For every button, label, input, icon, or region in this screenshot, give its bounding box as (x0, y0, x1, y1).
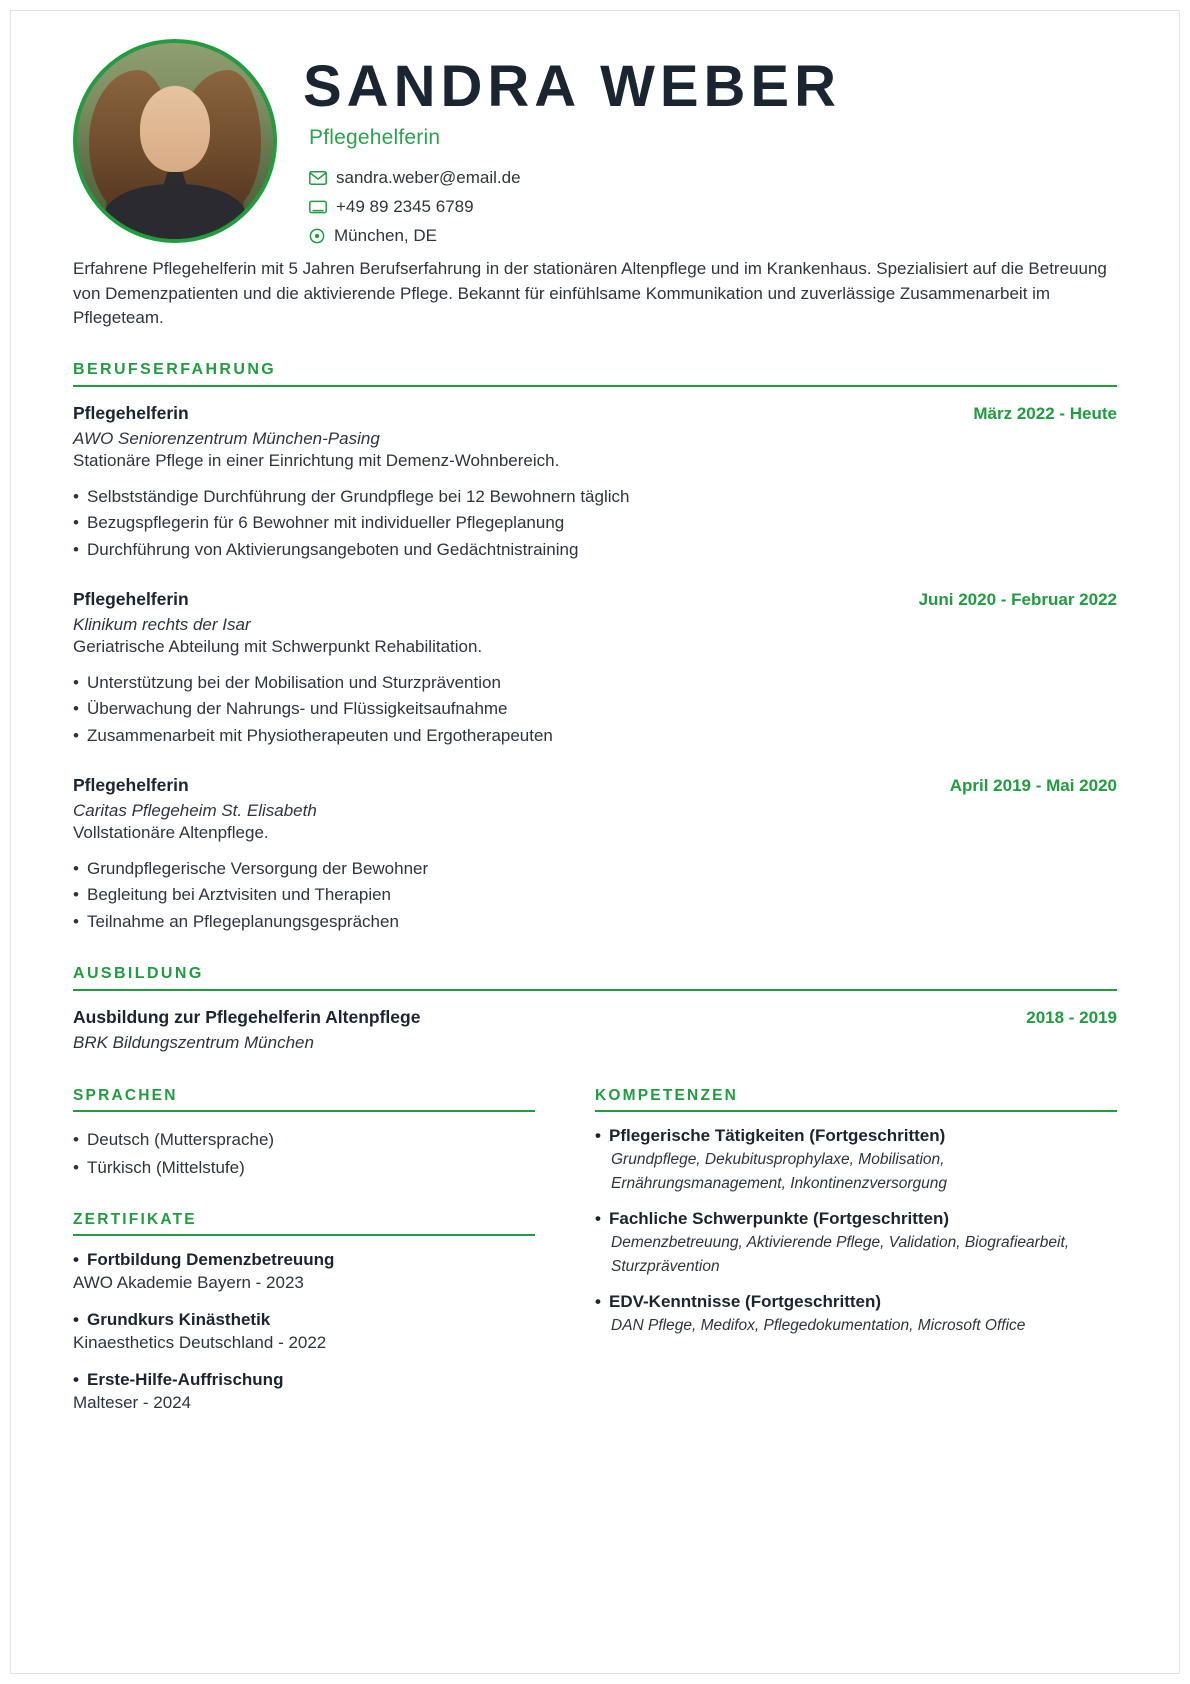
section-title-languages: SPRACHEN (73, 1087, 178, 1105)
experience-item-head (73, 775, 1117, 796)
certificate-item (73, 1250, 535, 1293)
education-item (73, 1007, 1117, 1053)
certificate-issuer: AWO Akademie Bayern - 2023 (73, 1273, 304, 1293)
certificate-item (73, 1310, 535, 1353)
experience-item (73, 403, 1117, 563)
section-divider-languages (73, 1110, 535, 1112)
experience-item (73, 589, 1117, 749)
education-title: Ausbildung zur Pflegehelferin Altenpflege (73, 1007, 421, 1028)
skill-item (595, 1209, 1117, 1279)
section-divider-skills (595, 1110, 1117, 1112)
certificate-item (73, 1370, 535, 1413)
profile-summary: Erfahrene Pflegehelferin mit 5 Jahren Berufserfahrung in der stationären Altenpflege und im Krankenhaus. Spezialisiert auf die Betreuung von Demenzpatienten und die aktivierende Pflege. Bekannt für einfühlsame Kommunikation und zuverlässige Zusammenarbeit im Pflegeteam. (73, 259, 1107, 328)
bottom-columns (73, 1087, 1117, 1430)
list-item: • Überwachung der Nahrungs- und Flüssigkeitsaufnahme (73, 696, 1117, 722)
section-title-experience: BERUFSERFAHRUNG (73, 361, 277, 379)
experience-desc: Vollstationäre Altenpflege. (73, 823, 269, 843)
certificate-name: • Erste-Hilfe-Auffrischung (73, 1370, 535, 1390)
location-pin-icon (309, 228, 325, 244)
skill-name: • EDV-Kenntnisse (Fortgeschritten) (595, 1292, 1117, 1312)
list-item: • Unterstützung bei der Mobilisation und Sturzprävention (73, 670, 1117, 696)
education-date: 2018 - 2019 (1026, 1008, 1117, 1028)
contact-phone-text: +49 89 2345 6789 (336, 197, 474, 217)
experience-bullets (73, 670, 1117, 749)
list-item: • Grundpflegerische Versorgung der Bewohner (73, 856, 1117, 882)
skill-detail: Grundpflege, Dekubitusprophylaxe, Mobilisation, Ernährungsmanagement, Inkontinenzversorgung (611, 1151, 948, 1193)
certificate-name: • Fortbildung Demenzbetreuung (73, 1250, 535, 1270)
contact-email[interactable] (309, 168, 1117, 188)
section-title-education: AUSBILDUNG (73, 965, 204, 983)
list-item: • Türkisch (Mittelstufe) (73, 1154, 535, 1182)
job-role-subtitle: Pflegehelferin (309, 126, 441, 150)
contact-location-text: München, DE (334, 226, 437, 246)
section-title-certificates: ZERTIFIKATE (73, 1211, 197, 1229)
experience-org: Caritas Pflegeheim St. Elisabeth (73, 801, 317, 821)
resume-header (73, 39, 1117, 255)
experience-title: Pflegehelferin (73, 589, 189, 610)
section-divider-experience (73, 385, 1117, 387)
skill-name: • Fachliche Schwerpunkte (Fortgeschritten) (595, 1209, 1117, 1229)
resume-sheet (10, 10, 1180, 1674)
experience-desc: Geriatrische Abteilung mit Schwerpunkt Rehabilitation. (73, 637, 483, 657)
avatar-face (140, 86, 211, 172)
skill-name: • Pflegerische Tätigkeiten (Fortgeschritten) (595, 1126, 1117, 1146)
skill-item (595, 1292, 1117, 1338)
experience-bullets (73, 484, 1117, 563)
experience-desc: Stationäre Pflege in einer Einrichtung mit Demenz-Wohnbereich. (73, 451, 560, 471)
experience-date: März 2022 - Heute (973, 404, 1117, 424)
section-divider-education (73, 989, 1117, 991)
experience-org: AWO Seniorenzentrum München-Pasing (73, 429, 380, 449)
contact-list (303, 168, 1117, 246)
skill-item (595, 1126, 1117, 1196)
email-icon (309, 171, 327, 185)
avatar-torso (104, 184, 245, 243)
column-right (595, 1087, 1117, 1430)
section-divider-certificates (73, 1234, 535, 1236)
certificates-block (73, 1211, 535, 1413)
languages-list (73, 1126, 535, 1181)
experience-item-head (73, 589, 1117, 610)
list-item: • Durchführung von Aktivierungsangeboten und Gedächtnistraining (73, 537, 1117, 563)
skill-detail: DAN Pflege, Medifox, Pflegedokumentation, Microsoft Office (611, 1317, 1026, 1335)
certificate-issuer: Kinaesthetics Deutschland - 2022 (73, 1333, 327, 1353)
section-title-skills: KOMPETENZEN (595, 1087, 739, 1105)
list-item: • Teilnahme an Pflegeplanungsgesprächen (73, 909, 1117, 935)
column-left (73, 1087, 535, 1430)
header-main (303, 39, 1117, 255)
experience-item-head (73, 403, 1117, 424)
list-item: • Zusammenarbeit mit Physiotherapeuten und Ergotherapeuten (73, 723, 1117, 749)
certificate-issuer: Malteser - 2024 (73, 1393, 192, 1413)
list-item: • Selbstständige Durchführung der Grundpflege bei 12 Bewohnern täglich (73, 484, 1117, 510)
contact-email-text: sandra.weber@email.de (336, 168, 521, 188)
experience-bullets (73, 856, 1117, 935)
avatar (73, 39, 277, 243)
experience-org: Klinikum rechts der Isar (73, 615, 251, 635)
education-org: BRK Bildungszentrum München (73, 1033, 314, 1053)
experience-date: Juni 2020 - Februar 2022 (918, 590, 1117, 610)
phone-icon (309, 200, 327, 214)
education-item-head (73, 1007, 1117, 1028)
contact-location[interactable] (309, 226, 1117, 246)
list-item: • Deutsch (Muttersprache) (73, 1126, 535, 1154)
contact-phone[interactable] (309, 197, 1117, 217)
list-item: • Begleitung bei Arztvisiten und Therapien (73, 882, 1117, 908)
page-title: SANDRA WEBER (303, 54, 841, 119)
experience-title: Pflegehelferin (73, 403, 189, 424)
list-item: • Bezugspflegerin für 6 Bewohner mit individueller Pflegeplanung (73, 510, 1117, 536)
experience-date: April 2019 - Mai 2020 (949, 776, 1117, 796)
experience-title: Pflegehelferin (73, 775, 189, 796)
experience-item (73, 775, 1117, 935)
skill-detail: Demenzbetreuung, Aktivierende Pflege, Validation, Biografiearbeit, Sturzprävention (611, 1234, 1070, 1276)
certificate-name: • Grundkurs Kinästhetik (73, 1310, 535, 1330)
